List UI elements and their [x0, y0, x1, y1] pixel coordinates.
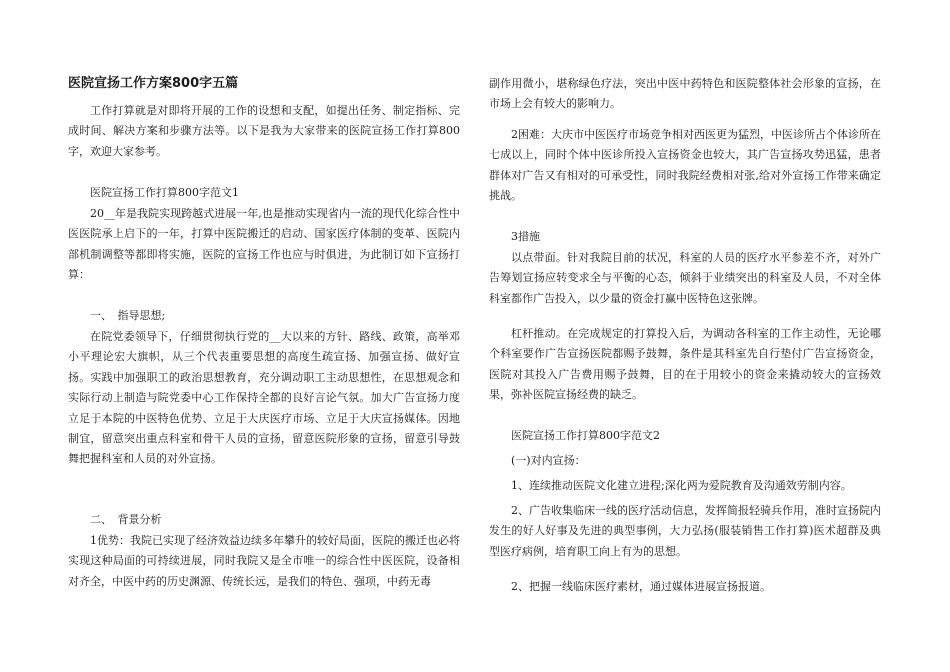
heading-measures: 3措施: [511, 230, 540, 243]
paragraph-point-to-area: 以点带面。针对我院目前的状况，科室的人员的医疗水平参差不齐，对外广告筹划宣扬应转变求全与平衡的心态，倾斜于业绩突出的科室及人员，不对全体科室都作广告投入，以少量的资金打赢中医特色这张牌。: [489, 251, 881, 305]
section-heading-sample-1: 医院宣扬工作打算800字范文1: [90, 186, 239, 199]
intro-paragraph: 工作打算就是对即将开展的工作的设想和支配，如提出任务、制定指标、完成时间、解决方案和步骤方法等。以下是我为大家带来的医院宣扬工作打算800字，欢迎大家参考。: [68, 104, 460, 158]
list-item-media-report: 2、把握一线临床医疗素材，通过媒体进展宣扬报道。: [511, 580, 771, 593]
heading-background-analysis: 二、 背景分析: [90, 513, 162, 526]
document-title: 医院宣扬工作方案800字五篇: [68, 76, 239, 91]
heading-guiding-ideology: 一、 指导思想;: [90, 309, 166, 322]
paragraph-background-year: 20__年是我院实现跨越式进展一年,也是推动实现省内一流的现代化综合性中医医院承上启下的一年，打算中医院搬迁的启动、国家医疗体制的变革、医院内部机制调整等都即将实施，医院的宣扬工作也应与时俱进，为此制订如下宣扬打算：: [68, 207, 460, 282]
list-item-collect-info: 2、广告收集临床一线的医疗活动信息，发挥简报轻骑兵作用，准时宣扬院内发生的好人好事及先进的典型事例，大力弘扬(服装销售工作打算)医术超群及典型医疗病例，培育职工向上有为的思想。: [489, 504, 881, 558]
paragraph-guiding-ideology: 在院党委领导下，仔细贯彻执行党的__大以来的方针、路线、政策，高举邓小平理论宏大旗帜，从三个代表重要思想的高度生疏宣扬、加强宣扬、做好宣扬。实践中加强职工的政治思想教育，充分调动职工主动思想性，在思想观念和实际行动上制造与院党委中心工作保持全都的良好言论气氛。加大广告宣扬力度立足于本院的中医特色优势、立足于大庆医疗市场、立足于大庆宣扬媒体。因地制宜，留意突出重点科室和骨干人员的宣扬，留意医院形象的宣扬，留意引导鼓舞把握科室和人员的对外宣扬。: [68, 330, 460, 466]
paragraph-advantages-continued: 副作用微小，堪称绿色疗法，突出中医中药特色和医院整体社会形象的宣扬，在市场上会有较大的影响力。: [489, 77, 881, 111]
paragraph-advantages: 1优势：我院已实现了经济效益边续多年攀升的较好局面，医院的搬迁也必将实现这种局面的可持续进展，同时我院又是全市唯一的综合性中医医院，设备相对齐全，中医中药的历史渊源、传统长远，是我们的特色、强项，中药无毒: [68, 534, 460, 588]
section-heading-sample-2: 医院宣扬工作打算800字范文2: [511, 429, 660, 442]
paragraph-difficulties: 2困难：大庆市中医医疗市场竞争相对西医更为猛烈，中医诊所占个体诊所在七成以上，同时个体中医诊所投入宣扬资金也较大，其广告宣扬攻势迅猛，患者群体对广告又有相对的可承受性，同时我院经费相对张,给对外宣扬工作带来确定挑战。: [489, 128, 881, 203]
paragraph-leverage: 杠杆推动。在完成规定的打算投入后，为调动各科室的工作主动性，无论哪个科室要作广告宣扬医院都赐予鼓舞，条件是其科室先自行垫付广告宣扬资金，医院对其投入广告费用赐予鼓舞，目的在于用较小的资金来撬动较大的宣扬效果，弥补医院宣扬经费的缺乏。: [489, 327, 881, 402]
list-item-culture: 1、连续推动医院文化建立进程;深化两为爱院教育及沟通效劳制内容。: [511, 479, 852, 492]
heading-internal-publicity: (一)对内宣扬：: [511, 454, 586, 467]
